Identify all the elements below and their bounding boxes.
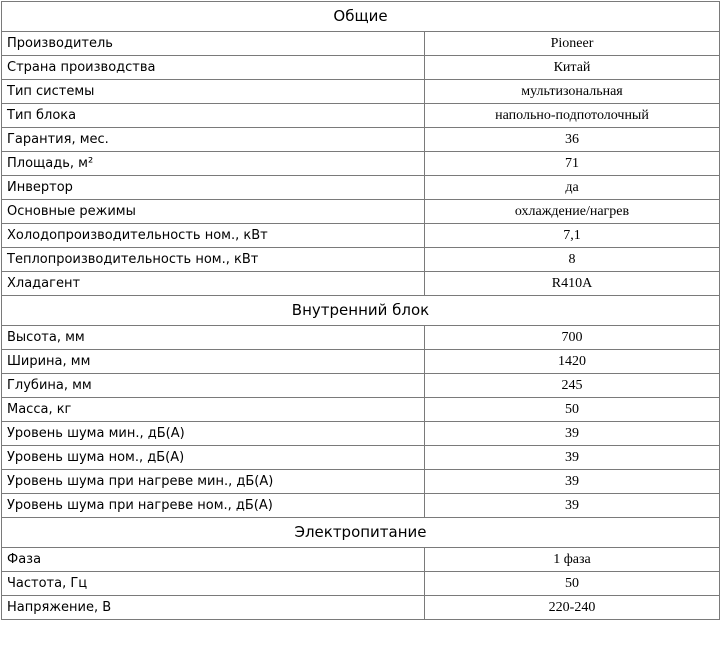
- spec-label: Производитель: [2, 32, 425, 56]
- spec-label: Высота, мм: [2, 326, 425, 350]
- spec-row-inverter: [2, 176, 720, 200]
- spec-label: Ширина, мм: [2, 350, 425, 374]
- spec-row-height: [2, 326, 720, 350]
- section-header-power-supply: [2, 518, 720, 548]
- spec-value: Pioneer: [425, 32, 720, 56]
- spec-row-frequency: [2, 572, 720, 596]
- spec-value: 700: [425, 326, 720, 350]
- spec-row-area: [2, 152, 720, 176]
- spec-value: R410A: [425, 272, 720, 296]
- section-title: Внутренний блок: [2, 296, 720, 326]
- spec-value: 8: [425, 248, 720, 272]
- spec-row-noise-nominal: [2, 446, 720, 470]
- spec-row-system-type: [2, 80, 720, 104]
- spec-label: Инвертор: [2, 176, 425, 200]
- spec-label: Основные режимы: [2, 200, 425, 224]
- spec-label: Глубина, мм: [2, 374, 425, 398]
- spec-label: Холодопроизводительность ном., кВт: [2, 224, 425, 248]
- section-header-indoor-unit: [2, 296, 720, 326]
- spec-value: 7,1: [425, 224, 720, 248]
- spec-row-noise-heating-min: [2, 470, 720, 494]
- spec-label: Тип блока: [2, 104, 425, 128]
- spec-value: 39: [425, 494, 720, 518]
- spec-label: Теплопроизводительность ном., кВт: [2, 248, 425, 272]
- spec-row-width: [2, 350, 720, 374]
- spec-value: 50: [425, 572, 720, 596]
- spec-value: 245: [425, 374, 720, 398]
- spec-row-country: [2, 56, 720, 80]
- spec-row-cooling-capacity: [2, 224, 720, 248]
- spec-row-heating-capacity: [2, 248, 720, 272]
- section-header-general: [2, 2, 720, 32]
- spec-label: Напряжение, В: [2, 596, 425, 620]
- spec-value: 50: [425, 398, 720, 422]
- spec-value: 36: [425, 128, 720, 152]
- spec-row-unit-type: [2, 104, 720, 128]
- spec-value: 39: [425, 446, 720, 470]
- spec-value: 39: [425, 422, 720, 446]
- spec-label: Гарантия, мес.: [2, 128, 425, 152]
- spec-row-depth: [2, 374, 720, 398]
- spec-label: Масса, кг: [2, 398, 425, 422]
- spec-row-voltage: [2, 596, 720, 620]
- spec-row-warranty: [2, 128, 720, 152]
- spec-label: Хладагент: [2, 272, 425, 296]
- specifications-body: [2, 2, 720, 620]
- spec-label: Страна производства: [2, 56, 425, 80]
- spec-value: 1420: [425, 350, 720, 374]
- section-title: Электропитание: [2, 518, 720, 548]
- spec-row-modes: [2, 200, 720, 224]
- spec-row-refrigerant: [2, 272, 720, 296]
- spec-value: напольно-подпотолочный: [425, 104, 720, 128]
- spec-value: 39: [425, 470, 720, 494]
- specifications-table: [1, 1, 720, 620]
- spec-label: Уровень шума ном., дБ(А): [2, 446, 425, 470]
- spec-value: охлаждение/нагрев: [425, 200, 720, 224]
- spec-label: Уровень шума мин., дБ(А): [2, 422, 425, 446]
- spec-label: Частота, Гц: [2, 572, 425, 596]
- spec-row-noise-min: [2, 422, 720, 446]
- spec-label: Уровень шума при нагреве ном., дБ(А): [2, 494, 425, 518]
- spec-label: Площадь, м²: [2, 152, 425, 176]
- spec-value: Китай: [425, 56, 720, 80]
- spec-label: Фаза: [2, 548, 425, 572]
- spec-row-weight: [2, 398, 720, 422]
- spec-row-noise-heating-nominal: [2, 494, 720, 518]
- spec-row-manufacturer: [2, 32, 720, 56]
- section-title: Общие: [2, 2, 720, 32]
- spec-value: 220-240: [425, 596, 720, 620]
- spec-row-phase: [2, 548, 720, 572]
- spec-value: 1 фаза: [425, 548, 720, 572]
- spec-value: да: [425, 176, 720, 200]
- spec-label: Тип системы: [2, 80, 425, 104]
- spec-value: мультизональная: [425, 80, 720, 104]
- spec-value: 71: [425, 152, 720, 176]
- spec-label: Уровень шума при нагреве мин., дБ(А): [2, 470, 425, 494]
